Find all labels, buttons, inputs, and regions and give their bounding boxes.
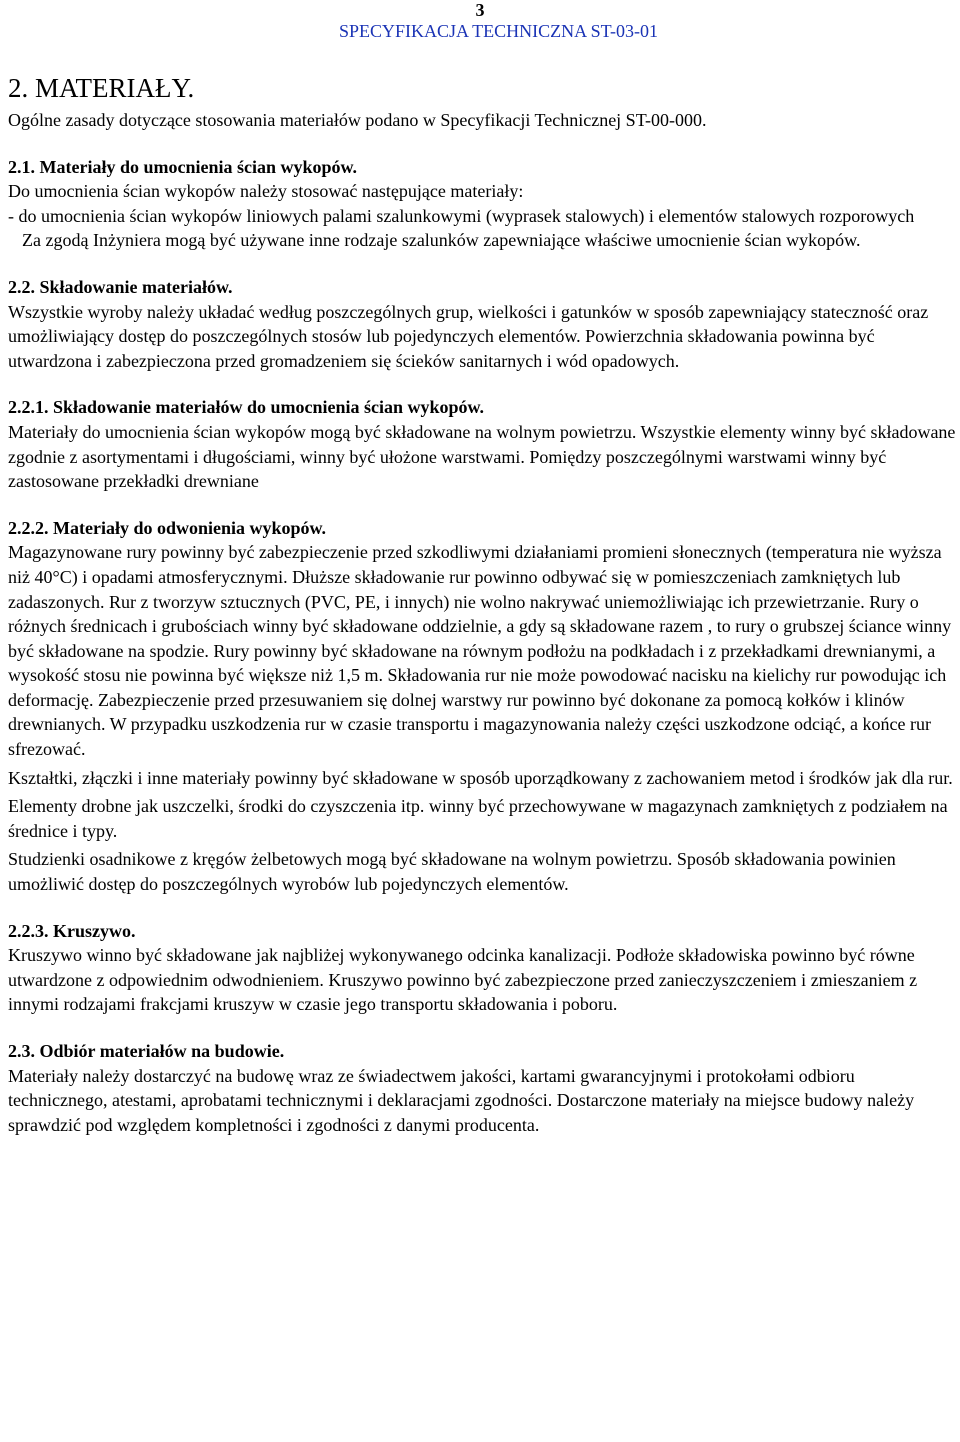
section-2-2-2-paragraph: Studzienki osadnikowe z kręgów żelbetowych mogą być składowane na wolnym powietrzu. Sposób składowania powinien umożliwić dostęp do poszczególnych wyrobów lub pojedynczych elementów. bbox=[8, 849, 896, 895]
section-2-3-paragraph: Materiały należy dostarczyć na budowę wraz ze świadectwem jakości, kartami gwarancyjnymi i protokołami odbioru technicznego, atestami, aprobatami technicznymi i deklaracjami zgodności. Dostarczone materiały na miejsce budowy należy sprawdzić pod względem kompletności i zgodności z danymi producenta. bbox=[8, 1065, 915, 1135]
section-2-2-2-title: 2.2.2. Materiały do odwonienia wykopów. bbox=[8, 517, 327, 538]
section-2-1-title: 2.1. Materiały do umocnienia ścian wykopów. bbox=[8, 156, 358, 177]
spec-header: SPECYFIKACJA TECHNICZNA ST-03-01 bbox=[338, 21, 658, 41]
section-2-2-1-title: 2.2.1. Składowanie materiałów do umocnienia ścian wykopów. bbox=[8, 397, 485, 418]
section-2-title: 2. MATERIAŁY. bbox=[8, 73, 195, 103]
section-2-intro: Ogólne zasady dotyczące stosowania materiałów podano w Specyfikacji Technicznej ST-00-000. bbox=[8, 110, 707, 130]
section-2-2-2-paragraph: Magazynowane rury powinny być zabezpieczenie przed szkodliwymi działaniami promieni słonecznych (temperatura nie wyższa niż 40°C) i opadami atmosferycznymi. Dłuższe składowanie rur powinno odbywać się w pomieszczeniach zamkniętych lub zadaszonych. Rur z tworzyw sztucznych (PVC, PE, i innych) nie wolno nakrywać uniemożliwiając ich przewietrzanie. Rury o różnych średnicach i grubościach winny być składowane oddzielnie, a gdy są składowane razem , to rury o grubszej ściance winny być składowane na spodzie. Rury powinny być składowane na równym podłożu na podkładach i z przekładkami drewnianymi, a wysokość stosu nie powinna być większe niż 1,5 m. Składowania rur nie może powodować nacisku na kielichy rur powodując ich deformację. Zabezpieczenie przed przesuwaniem się dolnej warstwy rur powinno być dokonane za pomocą kołków i klinów drewnianych. W przypadku uszkodzenia rur w czasie transportu i magazynowania należy części uszkodzone odciąć, a końce rur sfrezować. bbox=[8, 542, 952, 760]
section-2-2-3-title: 2.2.3. Kruszywo. bbox=[8, 920, 136, 941]
section-2-2-2-paragraph: Kształtki, złączki i inne materiały powinny być składowane w sposób uporządkowany z zachowaniem metod i środków jak dla rur. bbox=[8, 767, 953, 788]
section-2-1-paragraph: Do umocnienia ścian wykopów należy stosować następujące materiały: bbox=[8, 181, 524, 202]
section-2-2-3-paragraph: Kruszywo winno być składowane jak najbliżej wykonywanego odcinka kanalizacji. Podłoże składowiska powinno być równe utwardzone z odpowiednim odwodnieniem. Kruszywo powinno być zabezpieczone przed zanieczyszczeniem i zmieszaniem z innymi rodzajami frakcjami kruszyw w czasie jego transportu składowania i poboru. bbox=[8, 945, 918, 1015]
section-2-2-title: 2.2. Składowanie materiałów. bbox=[8, 276, 233, 297]
section-2-1-paragraph: Za zgodą Inżyniera mogą być używane inne rodzaje szalunków zapewniające właściwe umocnienie ścian wykopów. bbox=[22, 230, 861, 251]
page-number: 3 bbox=[475, 0, 485, 20]
section-2-1-list-item: - do umocnienia ścian wykopów liniowych palami szalunkowymi (wyprasek stalowych) i elementów stalowych rozporowych bbox=[8, 205, 915, 226]
section-2-2-paragraph: Wszystkie wyroby należy układać według poszczególnych grup, wielkości i gatunków w sposób zapewniający stateczność oraz umożliwiający dostęp do poszczególnych stosów lub pojedynczych elementów. Powierzchnia składowania powinna być utwardzona i zabezpieczona przed gromadzeniem się ścieków sanitarnych i wód opadowych. bbox=[8, 301, 929, 371]
section-2-2-2-paragraph: Elementy drobne jak uszczelki, środki do czyszczenia itp. winny być przechowywane w magazynach zamkniętych z podziałem na średnice i typy. bbox=[8, 796, 948, 841]
section-2-2-1-paragraph: Materiały do umocnienia ścian wykopów mogą być składowane na wolnym powietrzu. Wszystkie elementy winny być składowane zgodnie z asortymentami i długościami, winny być ułożone warstwami. Pomiędzy poszczególnymi warstwami winny być zastosowane przekładki drewniane bbox=[8, 421, 956, 492]
document-body bbox=[8, 68, 958, 1137]
section-2-3-title: 2.3. Odbiór materiałów na budowie. bbox=[8, 1041, 285, 1061]
